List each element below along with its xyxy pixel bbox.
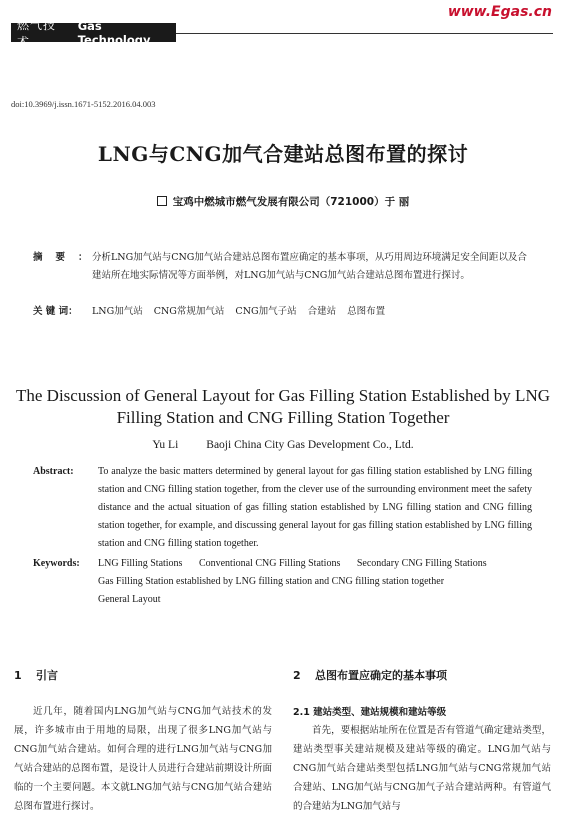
section-2-number: 2: [293, 669, 301, 682]
doi: doi:10.3969/j.issn.1671-5152.2016.04.003: [11, 99, 156, 109]
keywords-cn-label: 关 键 词：: [33, 306, 78, 317]
subsection-2-1-heading: 2.1 建站类型、建站规模和建站等级: [293, 707, 447, 718]
abstract-en-label: Abstract:: [33, 466, 74, 477]
journal-column-header: [11, 17, 176, 49]
column-name-cn: 燃气技术: [17, 17, 57, 49]
section-1-number: 1: [14, 669, 22, 682]
square-bullet-icon: [157, 196, 167, 206]
keyword-item: General Layout: [98, 594, 161, 605]
author-en-name: Yu Li: [152, 439, 179, 451]
header-rule: [176, 33, 553, 34]
site-watermark: www.Egas.cn: [447, 4, 552, 20]
author-cn-text: 宝鸡中燃城市燃气发展有限公司（721000）于 丽: [172, 196, 410, 208]
keyword-item: Gas Filling Station established by LNG filling station and CNG filling station together: [98, 576, 445, 587]
section-2-heading: [293, 667, 447, 683]
paper-title-en: The Discussion of General Layout for Gas Filling Station Established by LNG Filling Station and CNG Filling Station Together: [16, 386, 550, 427]
section-2-body: 首先，要根据站址所在位置是否有管道气确定建站类型，建站类型事关建站规模及建站等级的确定。LNG加气站与CNG加气站合建站类型包括LNG加气站与CNG常规加气站合建站、LNG加气站与CNG加气子站合建站两种。有管道气的合建站为LNG加气站与: [293, 725, 551, 812]
keywords-cn-text: LNG加气站 CNG常规加气站 CNG加气子站 合建站 总图布置: [92, 306, 386, 317]
keywords-en-list: [98, 555, 532, 609]
section-1-body: 近几年，随着国内LNG加气站与CNG加气站技术的发展，许多城市由于用地的局限，出现了很多LNG加气站与CNG加气站合建站。如何合理的进行LNG加气站与CNG加气站合建站的总图布置，是设计人员进行合建站前期设计所面临的一个主要问题。本文就LNG加气站与CNG加气站合建站总图布置进行探讨。: [14, 706, 272, 812]
section-1-title: 引言: [36, 669, 58, 682]
author-en-affiliation: Baoji China City Gas Development Co., Ltd.: [206, 439, 414, 451]
author-cn: [0, 194, 566, 209]
abstract-cn-text: 分析LNG加气站与CNG加气站合建站总图布置应确定的基本事项，从巧用周边环境满足安全间距以及合建站所在地实际情况等方面举例，对LNG加气站与CNG加气站合建站总图布置进行探讨。: [92, 252, 527, 281]
section-1-heading: [14, 667, 58, 683]
keyword-item: Conventional CNG Filling Stations: [198, 558, 341, 569]
section-2-title: 总图布置应确定的基本事项: [315, 669, 447, 682]
keywords-en-label: Keywords:: [33, 558, 80, 569]
abstract-cn-label: 摘要：: [33, 252, 101, 263]
keyword-item: LNG Filling Stations: [98, 558, 183, 569]
paper-title-cn: LNG与CNG加气合建站总图布置的探讨: [97, 142, 469, 166]
column-name-en: Gas Technology: [77, 18, 151, 47]
author-en: [0, 439, 566, 451]
abstract-en-text: To analyze the basic matters determined by general layout for gas filling station established by LNG filling station and CNG filling station together, from the clever use of the surrounding environment meet the safety distance and the actual situation of gas filling station established by LNG filling station and CNG filling station together, for example, and discussing general layout for gas filling station established by LNG filling station and CNG filling station together.: [98, 466, 532, 549]
keyword-item: Secondary CNG Filling Stations: [356, 558, 487, 569]
